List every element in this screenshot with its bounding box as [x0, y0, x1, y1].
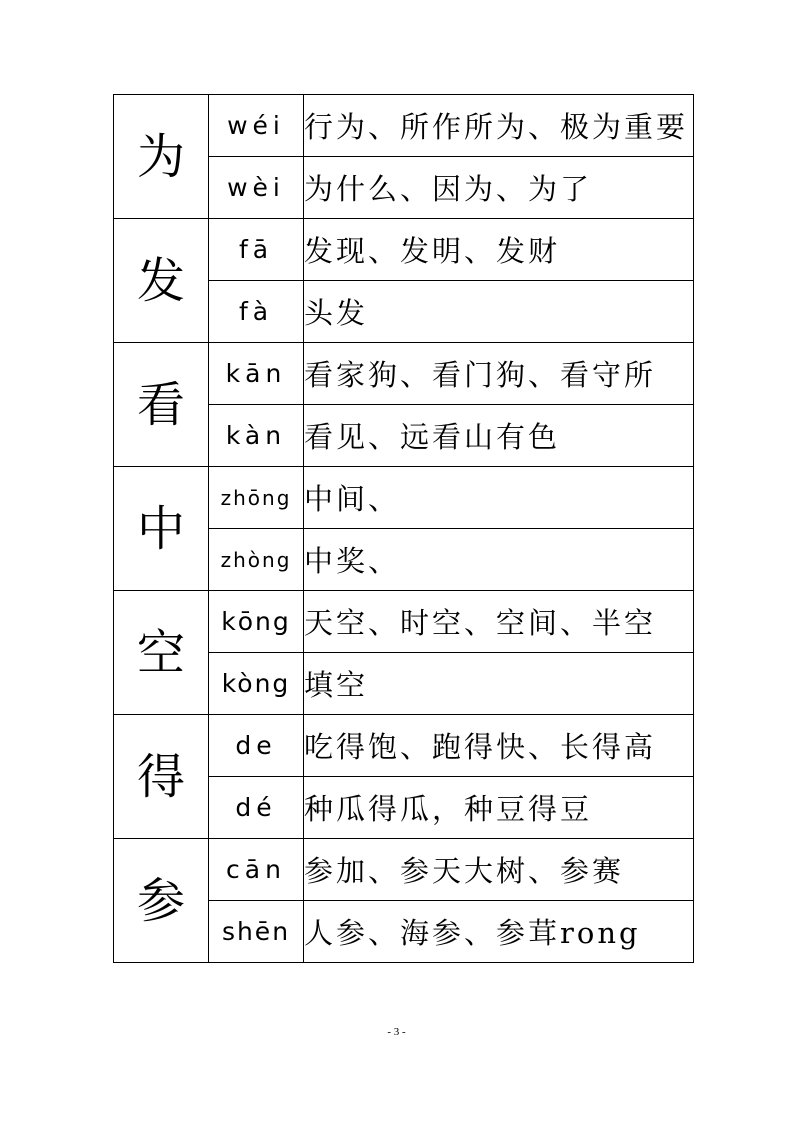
character-cell: 得	[114, 715, 209, 839]
example-words-cell: 看见、远看山有色	[304, 405, 694, 467]
example-words-cell: 头发	[304, 281, 694, 343]
character-cell: 中	[114, 467, 209, 591]
example-words-cell: 行为、所作所为、极为重要	[304, 95, 694, 157]
table-row	[114, 219, 694, 281]
pinyin-cell: kàn	[209, 405, 304, 467]
character-cell: 看	[114, 343, 209, 467]
pinyin-cell: kòng	[209, 653, 304, 715]
example-words-cell: 吃得饱、跑得快、长得高	[304, 715, 694, 777]
example-words-cell: 填空	[304, 653, 694, 715]
table-row	[114, 95, 694, 157]
table-row	[114, 715, 694, 777]
example-words-cell: 为什么、因为、为了	[304, 157, 694, 219]
example-words-cell: 天空、时空、空间、半空	[304, 591, 694, 653]
example-words-cell: 种瓜得瓜，种豆得豆	[304, 777, 694, 839]
pinyin-cell: fà	[209, 281, 304, 343]
character-cell: 为	[114, 95, 209, 219]
table-row	[114, 343, 694, 405]
character-cell: 发	[114, 219, 209, 343]
pinyin-cell: cān	[209, 839, 304, 901]
pinyin-cell: wèi	[209, 157, 304, 219]
pinyin-cell: dé	[209, 777, 304, 839]
page-number: - 3 -	[387, 1026, 406, 1038]
example-words-cell: 参加、参天大树、参赛	[304, 839, 694, 901]
example-words-cell: 发现、发明、发财	[304, 219, 694, 281]
pinyin-cell: kōng	[209, 591, 304, 653]
table-row	[114, 591, 694, 653]
pinyin-cell: kān	[209, 343, 304, 405]
pinyin-cell: fā	[209, 219, 304, 281]
example-words-cell: 看家狗、看门狗、看守所	[304, 343, 694, 405]
pinyin-cell: wéi	[209, 95, 304, 157]
polyphone-table	[113, 94, 694, 963]
table-row	[114, 839, 694, 901]
pinyin-cell: de	[209, 715, 304, 777]
example-words-cell: 中奖、	[304, 529, 694, 591]
pinyin-cell: zhōng	[209, 467, 304, 529]
pinyin-cell: shēn	[209, 901, 304, 963]
example-words-cell: 人参、海参、参茸rong	[304, 901, 694, 963]
character-cell: 参	[114, 839, 209, 963]
table-row	[114, 467, 694, 529]
pinyin-cell: zhòng	[209, 529, 304, 591]
example-words-cell: 中间、	[304, 467, 694, 529]
character-cell: 空	[114, 591, 209, 715]
